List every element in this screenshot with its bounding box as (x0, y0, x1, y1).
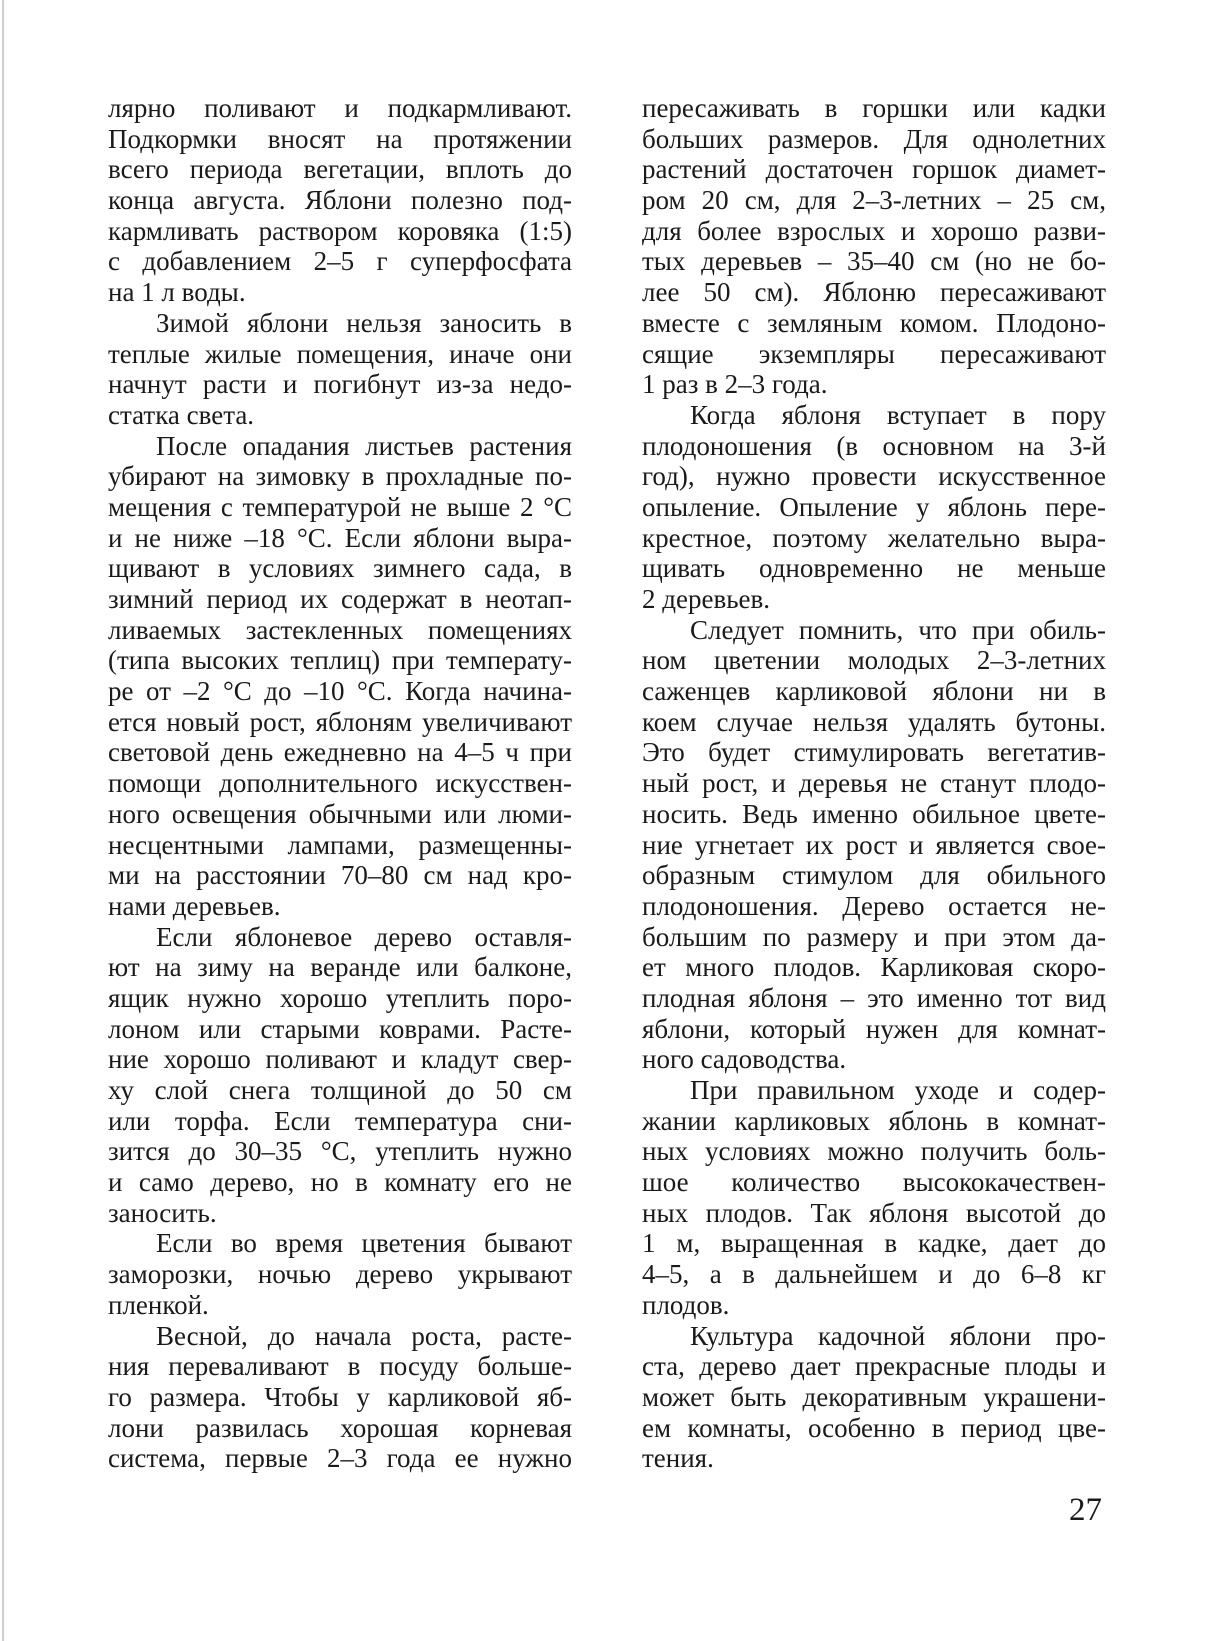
text-line: помощи дополнительного искусствен- (108, 768, 572, 799)
text-line: заморозки, ночью дерево укрывают (108, 1259, 572, 1290)
text-line: После опадания листьев растения (156, 430, 572, 461)
text-line: ного освещения обычными или люми- (108, 798, 572, 829)
text-line: убирают на зимовку в прохладные по- (108, 461, 572, 492)
text-line: образным стимулом для обильного (642, 860, 1106, 891)
text-line: шое количество высококачествен- (642, 1167, 1106, 1198)
text-line: опыление. Опыление у яблонь пере- (642, 491, 1106, 522)
text-line: жании карликовых яблонь в комнат- (642, 1105, 1106, 1136)
text-line: зится до 30–35 °С, утеплить нужно (108, 1136, 572, 1167)
text-line: начнут расти и погибнут из-за недо- (108, 369, 572, 400)
text-line: плодов. (642, 1289, 730, 1320)
text-line: 1 м, выращенная в кадке, дает до (642, 1228, 1106, 1259)
right-text-column (642, 93, 1106, 1474)
text-line: ми на расстоянии 70–80 см над кро- (108, 860, 572, 891)
text-line: саженцев карликовой яблони ни в (642, 676, 1106, 707)
text-line: ный рост, и деревья не станут плодо- (642, 768, 1106, 799)
text-line: на 1 л воды. (108, 277, 246, 308)
text-line: Это будет стимулировать вегетатив- (642, 737, 1106, 768)
text-line: ние хорошо поливают и кладут свер- (108, 1044, 572, 1075)
text-line: ливаемых застекленных помещениях (108, 614, 572, 645)
text-line: ного садоводства. (642, 1044, 847, 1075)
text-line: Зимой яблони нельзя заносить в (156, 307, 572, 338)
text-line: больших размеров. Для однолетних (642, 123, 1106, 154)
text-line: несцентными лампами, размещенны- (108, 829, 572, 860)
text-line: плодоношения. Дерево остается не- (642, 890, 1106, 921)
text-line: система, первые 2–3 года ее нужно (108, 1443, 572, 1474)
text-line: Подкормки вносят на протяжении (108, 123, 572, 154)
left-text-column (108, 93, 572, 1474)
text-line: световой день ежедневно на 4–5 ч при (108, 737, 572, 768)
text-line: коем случае нельзя удалять бутоны. (642, 706, 1106, 737)
text-line: ем комнаты, особенно в период цве- (642, 1412, 1106, 1443)
text-line: носить. Ведь именно обильное цвете- (642, 798, 1106, 829)
text-line: лее 50 см). Яблоню пересаживают (642, 277, 1106, 308)
text-line: статка света. (108, 399, 255, 430)
text-line: Когда яблоня вступает в пору (690, 399, 1106, 430)
text-line: ет много плодов. Карликовая скоро- (642, 952, 1106, 983)
text-line: При правильном уходе и содер- (690, 1075, 1106, 1105)
text-line: или торфа. Если температура сни- (108, 1105, 572, 1136)
text-line: щивать одновременно не меньше (642, 553, 1106, 584)
text-line: тения. (642, 1443, 714, 1474)
text-line: го размера. Чтобы у карликовой яб- (108, 1381, 572, 1412)
text-line: сящие экземпляры пересаживают (642, 338, 1106, 369)
text-line: яблони, который нужен для комнат- (642, 1013, 1106, 1044)
text-line: Весной, до начала роста, расте- (156, 1320, 572, 1351)
text-line: Если яблоневое дерево оставля- (156, 921, 572, 952)
text-line: Если во время цветения бывают (156, 1228, 572, 1259)
text-line: ют на зиму на веранде или балконе, (108, 952, 572, 983)
text-line: и не ниже –18 °С. Если яблони выра- (108, 522, 572, 553)
text-line: ния переваливают в посуду большe- (108, 1351, 572, 1382)
text-line: для более взрослых и хорошо разви- (642, 215, 1106, 246)
text-line: ром 20 см, для 2–3-летних – 25 см, (642, 185, 1106, 216)
text-line: мещения с температурой не выше 2 °С (108, 491, 572, 522)
text-line: лоном или старыми коврами. Расте- (108, 1013, 572, 1044)
text-line: теплые жилые помещения, иначе они (108, 338, 572, 369)
text-line: ется новый рост, яблоням увеличивают (108, 706, 572, 737)
text-line: лони развилась хорошая корневая (108, 1412, 572, 1443)
text-line: пересаживать в горшки или кадки (642, 93, 1106, 123)
text-line: вместе с земляным комом. Плодоно- (642, 307, 1106, 338)
text-line: Культура кадочной яблони про- (690, 1320, 1106, 1351)
text-line: конца августа. Яблони полезно под- (108, 185, 572, 216)
text-line: пленкой. (108, 1289, 209, 1320)
text-line: ных условиях можно получить боль- (642, 1136, 1106, 1167)
text-line: с добавлением 2–5 г суперфосфата (108, 246, 572, 277)
text-line: крестное, поэтому желательно выра- (642, 522, 1106, 553)
text-line: заносить. (108, 1197, 217, 1228)
text-line: ном цветении молодых 2–3-летних (642, 645, 1106, 676)
text-line: и само дерево, но в комнату его не (108, 1167, 572, 1198)
text-line: ре от –2 °С до –10 °С. Когда начина- (108, 676, 572, 707)
text-line: может быть декоративным украшени- (642, 1381, 1106, 1412)
text-line: большим по размеру и при этом да- (642, 921, 1106, 952)
text-line: ящик нужно хорошо утеплить поро- (108, 982, 572, 1013)
text-line: всего периода вегетации, вплоть до (108, 154, 572, 185)
text-line: 1 раз в 2–3 года. (642, 369, 828, 400)
text-line: 4–5, а в дальнейшем и до 6–8 кг (642, 1259, 1106, 1290)
text-line: лярно поливают и подкармливают. (108, 93, 572, 123)
text-line: зимний период их содержат в неотап- (108, 584, 572, 614)
text-line: ние угнетает их рост и является свое- (642, 829, 1106, 860)
text-line: тых деревьев – 35–40 см (но не бо- (642, 246, 1106, 277)
text-line: ста, дерево дает прекрасные плоды и (642, 1351, 1106, 1382)
text-line: Следует помнить, что при обиль- (690, 614, 1106, 645)
page-edge (2, 0, 4, 1641)
text-line: год), нужно провести искусственное (642, 461, 1106, 492)
text-line: кармливать раствором коровяка (1:5) (108, 215, 572, 246)
text-line: (типа высоких теплиц) при температу- (108, 645, 572, 676)
text-line: растений достаточен горшок диамет- (642, 154, 1106, 185)
text-line: ных плодов. Так яблоня высотой до (642, 1197, 1106, 1228)
page-number: 27 (1069, 1492, 1102, 1528)
text-line: 2 деревьев. (642, 584, 770, 614)
text-line: ху слой снега толщиной до 50 см (108, 1075, 572, 1105)
text-line: щивают в условиях зимнего сада, в (108, 553, 572, 584)
text-line: плодная яблоня – это именно тот вид (642, 982, 1106, 1013)
text-line: плодоношения (в основном на 3-й (642, 430, 1106, 461)
text-line: нами деревьев. (108, 890, 281, 921)
